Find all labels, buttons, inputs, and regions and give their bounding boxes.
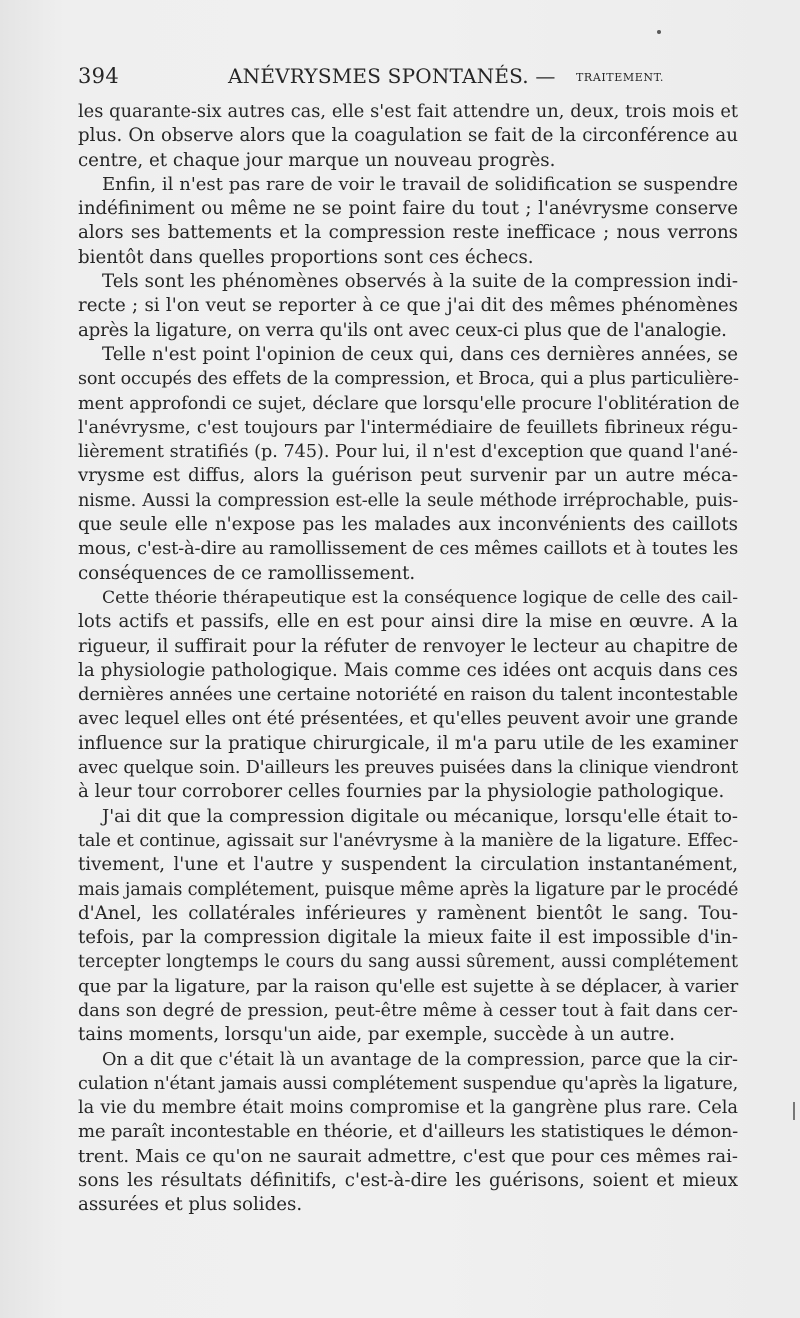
text-line: assurées et plus solides. bbox=[78, 1194, 303, 1216]
text-line: que seule elle n'expose pas les malades aux inconvénients des caillots bbox=[78, 514, 738, 536]
text-line: trent. Mais ce qu'on ne saurait admettre, c'est que pour ces mêmes rai- bbox=[78, 1145, 738, 1167]
ink-dot bbox=[657, 30, 661, 34]
text-line: bientôt dans quelles proportions sont ces échecs. bbox=[78, 246, 534, 268]
text-line: lots actifs et passifs, elle en est pour ainsi dire la mise en œuvre. A la bbox=[78, 611, 738, 633]
text-line: l'anévrysme, c'est toujours par l'intermédiaire de feuillets fibrineux régu- bbox=[78, 417, 738, 438]
text-line: sons les résultats définitifs, c'est-à-dire les guérisons, soient et mieux bbox=[78, 1170, 738, 1192]
text-line: Cette théorie thérapeutique est la conséquence logique de celle des cail- bbox=[102, 587, 739, 608]
text-line: tercepter longtemps le cours du sang aussi sûrement, aussi complétement bbox=[78, 952, 738, 973]
text-line: lièrement stratifiés (p. 745). Pour lui, il n'est d'exception que quand l'ané- bbox=[78, 442, 738, 463]
running-title: ANÉVRYSMES SPONTANÉS. — bbox=[228, 64, 556, 88]
text-line: indéfiniment ou même ne se point faire du tout ; l'anévrysme conserve bbox=[78, 198, 738, 220]
text-line: rigueur, il suffirait pour la réfuter de renvoyer le lecteur au chapitre de bbox=[78, 635, 738, 657]
text-line: la physiologie pathologique. Mais comme ces idées ont acquis dans ces bbox=[78, 659, 738, 681]
text-line: me paraît incontestable en théorie, et d'ailleurs les statistiques le démon- bbox=[78, 1121, 738, 1143]
text-line: à leur tour corroborer celles fournies par la physiologie pathologique. bbox=[78, 781, 725, 803]
text-line: On a dit que c'était là un avantage de la compression, parce que la cir- bbox=[102, 1049, 738, 1070]
text-line: culation n'étant jamais aussi complétement suspendue qu'après la ligature, bbox=[78, 1073, 738, 1094]
text-line: tivement, l'une et l'autre y suspendent la circulation instantanément, bbox=[78, 854, 738, 876]
text-line: avec lequel elles ont été présentées, et qu'elles peuvent avoir une grande bbox=[78, 708, 738, 730]
text-line: tale et continue, agissait sur l'anévrysme à la manière de la ligature. Effec- bbox=[78, 830, 738, 851]
text-line: Enfin, il n'est pas rare de voir le travail de solidification se suspendre bbox=[102, 173, 738, 195]
paragraph bbox=[78, 270, 738, 343]
page-number: 394 bbox=[78, 64, 119, 88]
text-line: ment approfondi ce sujet, déclare que lorsqu'elle procure l'oblitération de bbox=[78, 393, 740, 414]
running-subtitle: TRAITEMENT. bbox=[576, 71, 665, 84]
page-header bbox=[78, 64, 758, 98]
text-line: Telle n'est point l'opinion de ceux qui, dans ces dernières années, se bbox=[102, 343, 738, 365]
paragraph bbox=[78, 343, 738, 586]
text-line: que par la ligature, par la raison qu'elle est sujette à se déplacer, à varier bbox=[78, 975, 738, 997]
text-line: dans son degré de pression, peut-être même à cesser tout à fait dans cer- bbox=[78, 1000, 738, 1021]
text-line: nisme. Aussi la compression est-elle la seule méthode irréprochable, puis- bbox=[78, 489, 738, 511]
text-line: centre, et chaque jour marque un nouveau progrès. bbox=[78, 149, 556, 171]
body-text bbox=[78, 100, 738, 1218]
text-line: influence sur la pratique chirurgicale, il m'a paru utile de les examiner bbox=[78, 732, 738, 754]
text-line: conséquences de ce ramollissement. bbox=[78, 562, 416, 584]
text-line: Tels sont les phénomènes observés à la suite de la compression indi- bbox=[102, 271, 738, 293]
text-line: après la ligature, on verra qu'ils ont avec ceux-ci plus que de l'analogie. bbox=[78, 319, 727, 341]
page-edge-mark bbox=[793, 1102, 795, 1120]
paragraph bbox=[78, 100, 738, 173]
text-line: tefois, par la compression digitale la mieux faite il est impossible d'in- bbox=[78, 927, 738, 949]
text-line: recte ; si l'on veut se reporter à ce que j'ai dit des mêmes phénomènes bbox=[78, 295, 738, 317]
paragraph bbox=[78, 1048, 738, 1218]
text-line: les quarante-six autres cas, elle s'est fait attendre un, deux, trois mois et bbox=[78, 101, 738, 122]
text-line: plus. On observe alors que la coagulation se fait de la circonférence au bbox=[78, 125, 738, 147]
text-line: J'ai dit que la compression digitale ou mécanique, lorsqu'elle était to- bbox=[102, 805, 738, 827]
text-line: tains moments, lorsqu'un aide, par exemple, succède à un autre. bbox=[78, 1024, 675, 1046]
paragraph bbox=[78, 586, 738, 805]
paragraph bbox=[78, 805, 738, 1048]
text-line: alors ses battements et la compression reste inefficace ; nous verrons bbox=[78, 222, 738, 244]
text-line: mais jamais complétement, puisque même après la ligature par le procédé bbox=[78, 878, 739, 900]
text-line: avec quelque soin. D'ailleurs les preuves puisées dans la clinique viendront bbox=[78, 758, 738, 779]
text-line: vrysme est diffus, alors la guérison peut survenir par un autre méca- bbox=[78, 465, 738, 487]
paragraph bbox=[78, 173, 738, 270]
text-line: d'Anel, les collatérales inférieures y ramènent bientôt le sang. Tou- bbox=[78, 902, 738, 924]
text-line: dernières années une certaine notoriété en raison du talent incontestable bbox=[78, 684, 738, 706]
text-line: sont occupés des effets de la compression, et Broca, qui a plus particulière- bbox=[78, 369, 739, 390]
text-line: mous, c'est-à-dire au ramollissement de ces mêmes caillots et à toutes les bbox=[78, 538, 738, 560]
text-line: la vie du membre était moins compromise et la gangrène plus rare. Cela bbox=[78, 1097, 738, 1119]
